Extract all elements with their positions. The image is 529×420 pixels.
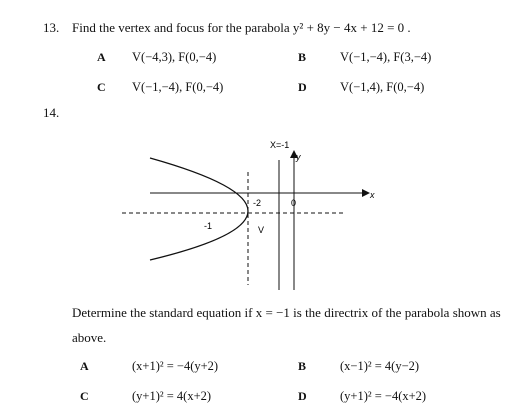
q13-option-a-text: V(−4,3), F(0,−4) bbox=[132, 50, 217, 64]
q13-option-c-letter: C bbox=[97, 80, 106, 94]
tick-label-neg2: -2 bbox=[253, 198, 262, 208]
q14-option-d-text: (y+1)² = −4(x+2) bbox=[340, 389, 427, 403]
q14-option-a-letter: A bbox=[80, 359, 89, 373]
question-14-stem-line2: above. bbox=[72, 330, 107, 345]
x-axis-arrow bbox=[362, 189, 370, 197]
question-13-number: 13. bbox=[43, 20, 60, 35]
q13-option-d-text: V(−1,4), F(0,−4) bbox=[340, 80, 425, 94]
q13-option-b-text: V(−1,−4), F(3,−4) bbox=[340, 50, 432, 64]
parabola-curve bbox=[150, 158, 248, 260]
q13-option-b-letter: B bbox=[298, 50, 307, 64]
q14-option-b-text: (x−1)² = 4(y−2) bbox=[340, 359, 420, 373]
q13-option-c-text: V(−1,−4), F(0,−4) bbox=[132, 80, 224, 94]
question-14-number: 14. bbox=[43, 105, 60, 120]
q14-option-b-letter: B bbox=[298, 359, 307, 373]
y-axis-label: y bbox=[296, 152, 301, 162]
directrix-label: X=-1 bbox=[270, 140, 290, 150]
q13-option-a-letter: A bbox=[97, 50, 106, 64]
tick-label-zero: 0 bbox=[291, 198, 297, 208]
q14-option-d-letter: D bbox=[298, 389, 307, 403]
q13-option-d-letter: D bbox=[298, 80, 307, 94]
q14-option-c-letter: C bbox=[80, 389, 89, 403]
q14-option-a-text: (x+1)² = −4(y+2) bbox=[132, 359, 219, 373]
vertex-label: V bbox=[258, 225, 265, 235]
tick-label-neg1: -1 bbox=[204, 221, 213, 231]
q14-option-c-text: (y+1)² = 4(x+2) bbox=[132, 389, 212, 403]
x-axis-label: x bbox=[370, 190, 375, 200]
question-13-stem: Find the vertex and focus for the parabola y² + 8y − 4x + 12 = 0 . bbox=[72, 20, 411, 35]
question-14-stem-line1: Determine the standard equation if x = −1 is the directrix of the parabola shown as bbox=[72, 305, 501, 320]
